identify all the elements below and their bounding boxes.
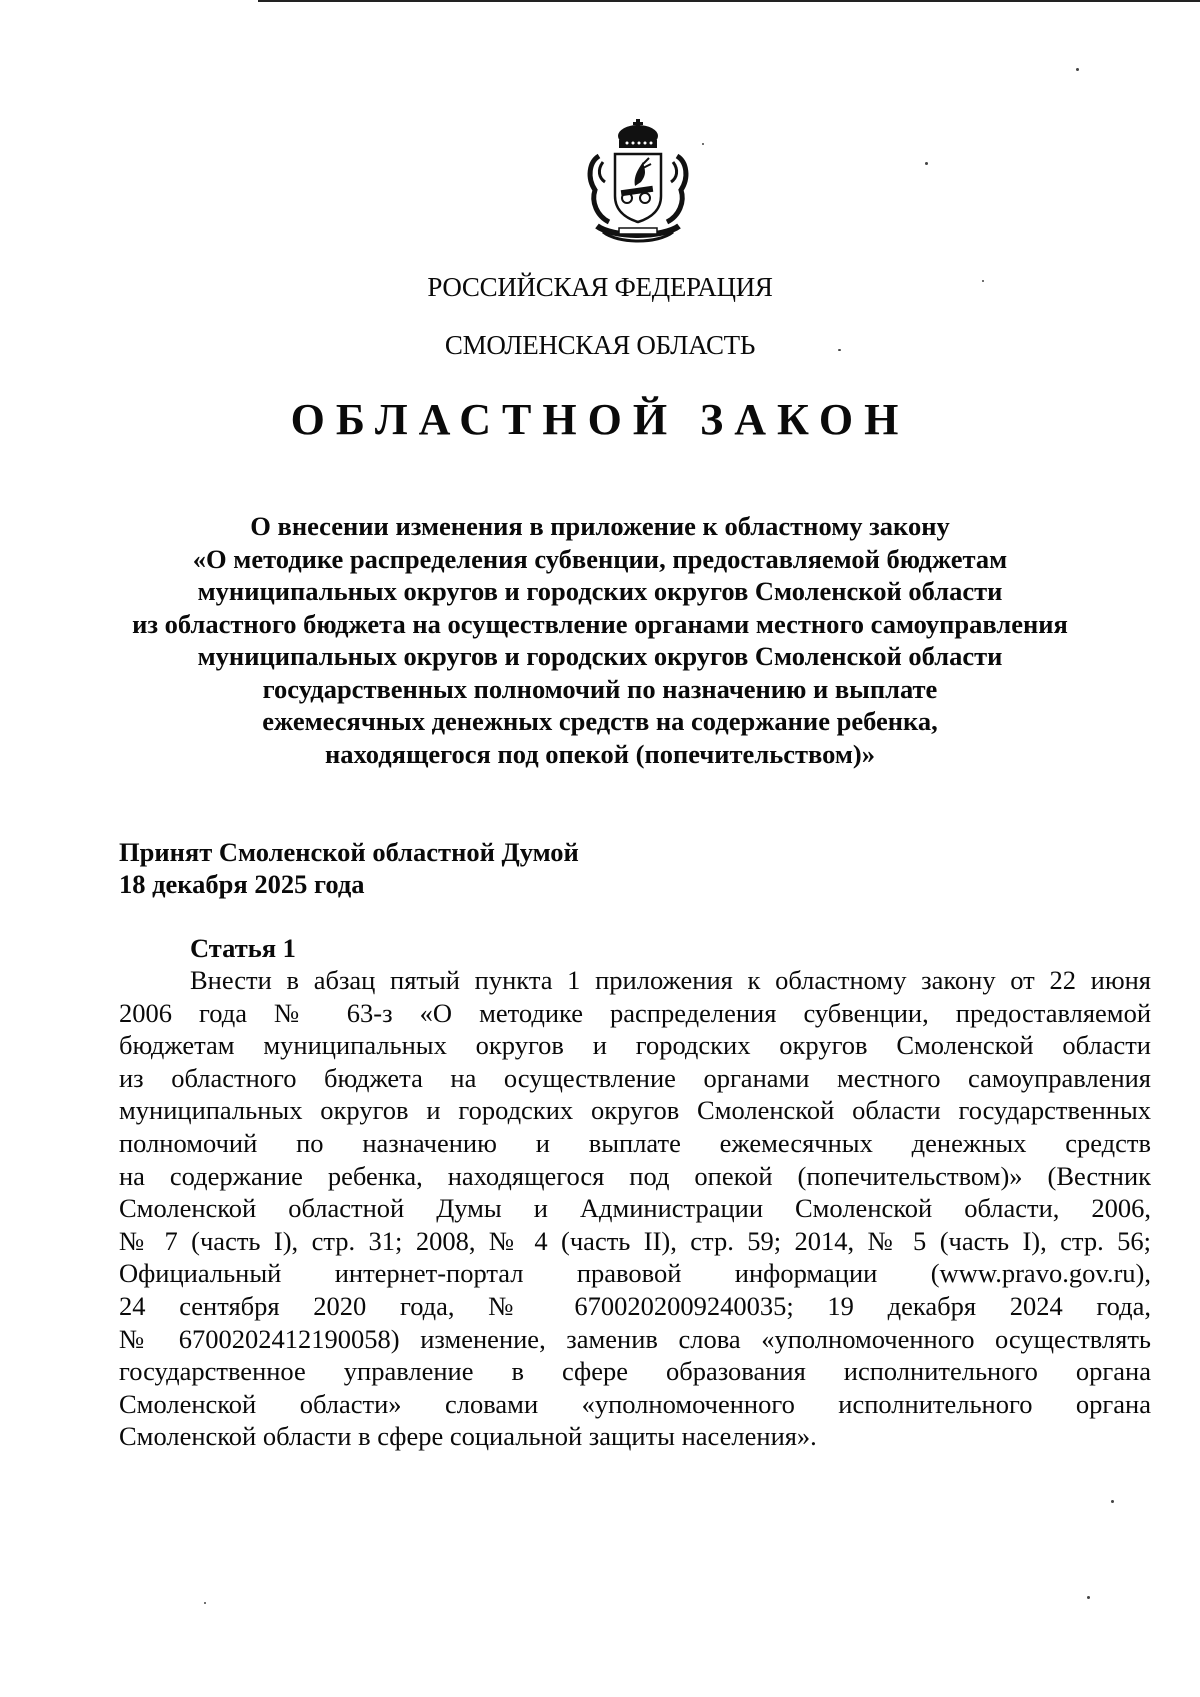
article-line: на содержание ребенка, находящегося под опекой (попечительством)» (Вестник [119, 1160, 1151, 1191]
article-line: бюджетам муниципальных округов и городских округов Смоленской области [119, 1030, 1151, 1061]
article-line: № 6700202412190058) изменение, заменив слова «уполномоченного осуществлять [119, 1323, 1151, 1354]
article-body [119, 964, 1151, 1453]
article-line: 2006 года № 63-з «О методике распределения субвенции, предоставляемой [119, 997, 1151, 1028]
article-line: Внести в абзац пятый пункта 1 приложения к областному закону от 22 июня [190, 965, 1151, 995]
scan-speck [1111, 1500, 1114, 1503]
smolensk-coat-of-arms-icon [583, 118, 693, 248]
scan-speck [982, 280, 984, 282]
scan-top-edge [258, 0, 1200, 2]
law-title [0, 510, 1200, 770]
region-name: СМОЛЕНСКАЯ ОБЛАСТЬ [444, 330, 756, 360]
article-line: Смоленской областной Думы и Администрации Смоленской области, 2006, [119, 1193, 1151, 1224]
scan-speck [838, 349, 841, 351]
scan-speck [204, 1602, 206, 1604]
article-line: муниципальных округов и городских округов Смоленской области государственных [119, 1095, 1151, 1126]
adoption-note [119, 836, 579, 900]
adoption-body: Принят Смоленской областной Думой [119, 837, 579, 867]
country-name: РОССИЙСКАЯ ФЕДЕРАЦИЯ [427, 272, 773, 302]
article-line: из областного бюджета на осуществление органами местного самоуправления [119, 1062, 1151, 1093]
title-line: «О методике распределения субвенции, предоставляемой бюджетам [192, 543, 1008, 574]
scan-speck [1087, 1596, 1090, 1599]
article-line: Смоленской области» словами «уполномоченного исполнительного органа [119, 1388, 1151, 1419]
title-line: муниципальных округов и городских округов Смоленской области [197, 576, 1003, 606]
title-line: из областного бюджета на осуществление органами местного самоуправления [132, 608, 1068, 639]
title-line: муниципальных округов и городских округов Смоленской области [197, 641, 1003, 671]
article-line: № 7 (часть I), стр. 31; 2008, № 4 (часть II), стр. 59; 2014, № 5 (часть I), стр. 56; [119, 1225, 1151, 1256]
article-heading: Статья 1 [190, 933, 296, 963]
article-line: Официальный интернет-портал правовой информации (www.pravo.gov.ru), [119, 1258, 1151, 1289]
article-line: Смоленской области в сфере социальной защиты населения». [119, 1421, 817, 1452]
scan-speck [702, 143, 704, 145]
article-line: государственное управление в сфере образования исполнительного органа [119, 1356, 1151, 1387]
scan-speck [925, 162, 928, 165]
title-line: ежемесячных денежных средств на содержание ребенка, [262, 706, 938, 736]
article-line: 24 сентября 2020 года, № 6700202009240035; 19 декабря 2024 года, [119, 1290, 1151, 1321]
title-line: находящегося под опекой (попечительством)» [325, 738, 875, 769]
title-line: государственных полномочий по назначению и выплате [262, 673, 938, 704]
title-line: О внесении изменения в приложение к областному закону [250, 511, 950, 541]
scan-speck [1076, 68, 1079, 71]
article-line: полномочий по назначению и выплате ежемесячных денежных средств [119, 1127, 1151, 1158]
document-type: ОБЛАСТНОЙ ЗАКОН [290, 395, 910, 444]
adoption-date: 18 декабря 2025 года [119, 869, 365, 899]
